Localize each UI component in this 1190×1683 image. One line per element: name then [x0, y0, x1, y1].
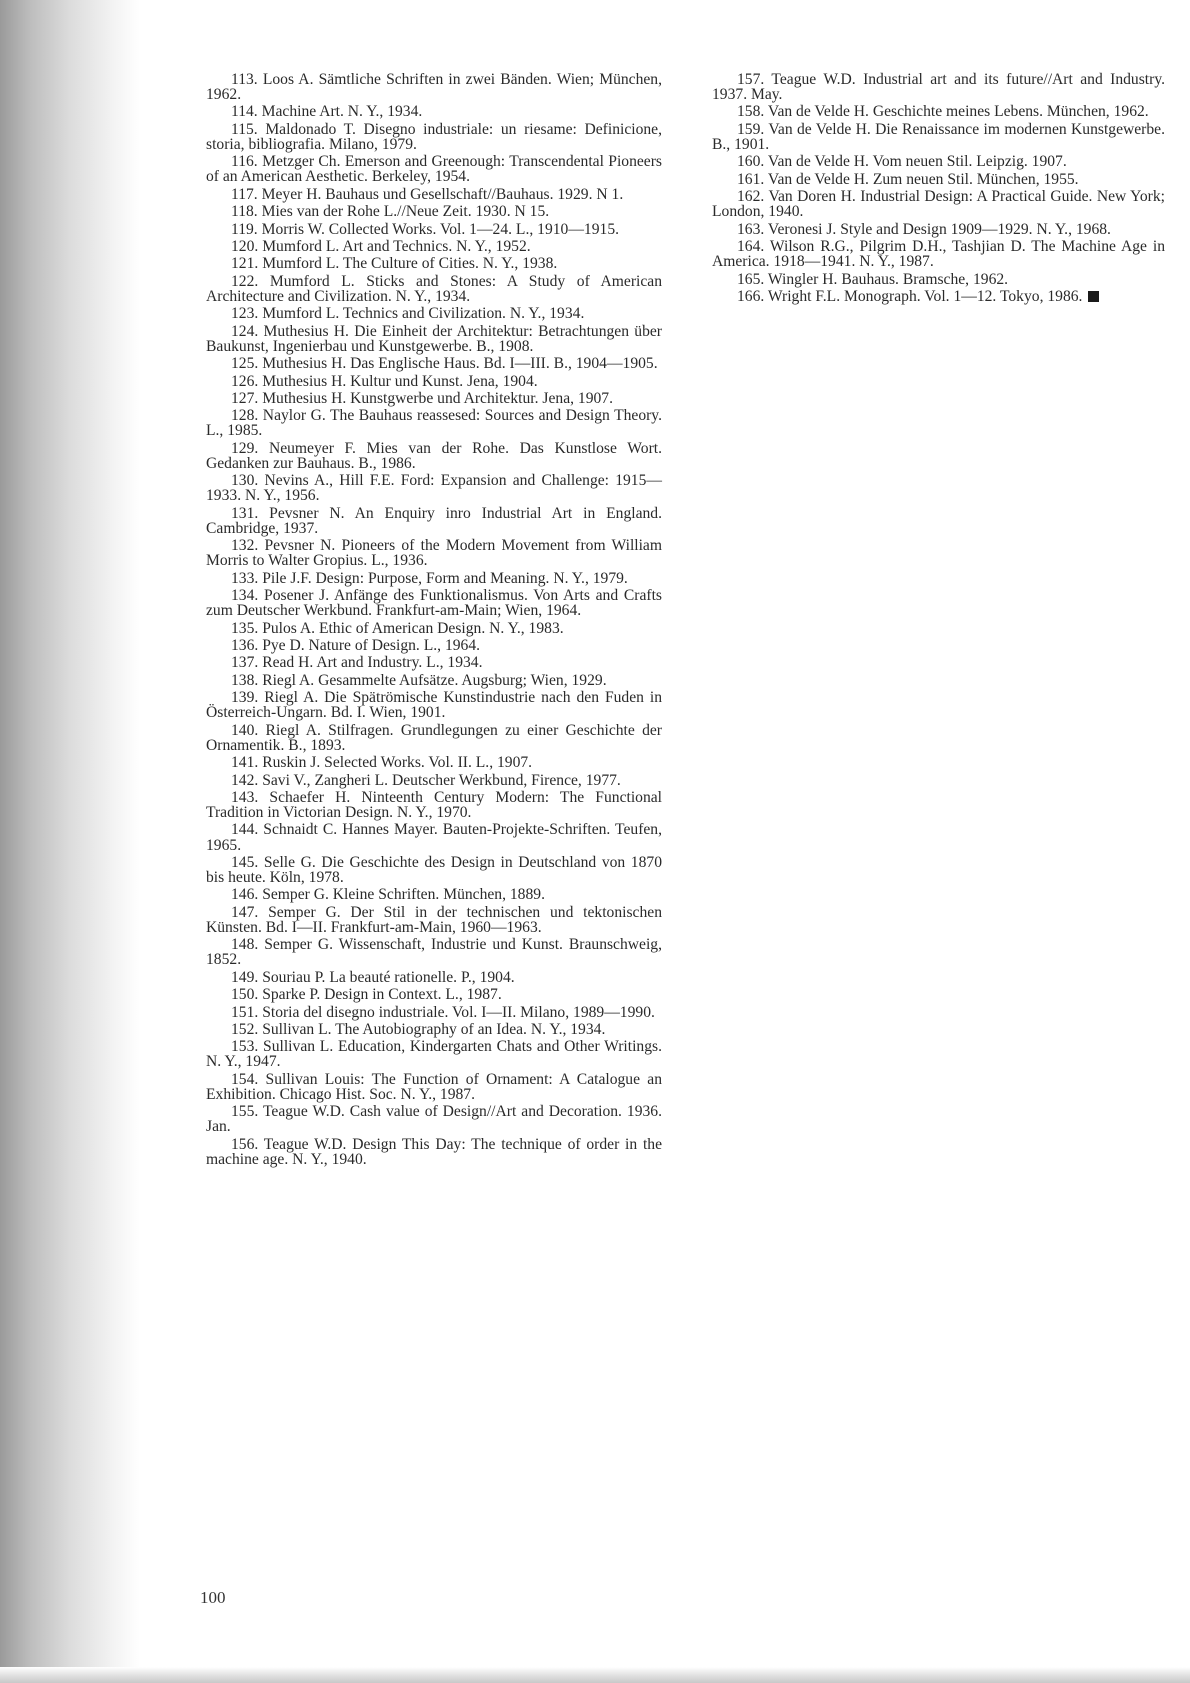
bibliography-entry: 140. Riegl A. Stilfragen. Grundlegungen zu einer Geschichte der Ornamentik. B., 1893.	[206, 721, 662, 754]
bibliography-entry: 162. Van Doren H. Industrial Design: A Practical Guide. New York; London, 1940.	[712, 188, 1165, 221]
bibliography-entry: 153. Sullivan L. Education, Kindergarten Chats and Other Writings. N. Y., 1947.	[206, 1038, 662, 1071]
bibliography-entry: 142. Savi V., Zangheri L. Deutscher Werkbund, Firence, 1977.	[231, 771, 621, 789]
bibliography-entry-text: 166. Wright F.L. Monograph. Vol. 1—12. Tokyo, 1986.	[737, 287, 1083, 305]
bibliography-entry: 122. Mumford L. Sticks and Stones: A Study of American Architecture and Civilization. N. Y., 1934.	[206, 272, 662, 305]
scan-edge-shadow	[0, 1667, 1190, 1683]
bibliography-entry: 120. Mumford L. Art and Technics. N. Y., 1952.	[231, 238, 531, 256]
bibliography-entry: 164. Wilson R.G., Pilgrim D.H., Tashjian D. The Machine Age in America. 1918—1941. N. Y., 1987.	[712, 238, 1165, 271]
bibliography-entry: 159. Van de Velde H. Die Renaissance im modernen Kunstgewerbe. B., 1901.	[712, 120, 1165, 153]
bibliography-entry: 114. Machine Art. N. Y., 1934.	[231, 103, 423, 121]
bibliography-entry: 127. Muthesius H. Kunstgwerbe und Architektur. Jena, 1907.	[231, 389, 614, 407]
bibliography-entry: 165. Wingler H. Bauhaus. Bramsche, 1962.	[737, 270, 1009, 288]
bibliography-entry: 130. Nevins A., Hill F.E. Ford: Expansion and Challenge: 1915—1933. N. Y., 1956.	[206, 472, 662, 505]
bibliography-column-left	[206, 72, 662, 1169]
bibliography-entry: 137. Read H. Art and Industry. L., 1934.	[231, 654, 483, 672]
bibliography-entry: 128. Naylor G. The Bauhaus reassesed: Sources and Design Theory. L., 1985.	[206, 407, 662, 440]
bibliography-entry: 154. Sullivan Louis: The Function of Ornament: A Catalogue an Exhibition. Chicago Hist. Soc. N. Y., 1987.	[206, 1070, 662, 1103]
bibliography-entry: 119. Morris W. Collected Works. Vol. 1—24. L., 1910—1915.	[231, 220, 620, 238]
bibliography-entry: 152. Sullivan L. The Autobiography of an Idea. N. Y., 1934.	[231, 1020, 606, 1038]
bibliography-entry: 161. Van de Velde H. Zum neuen Stil. München, 1955.	[737, 170, 1079, 188]
bibliography-entry: 132. Pevsner N. Pioneers of the Modern Movement from William Morris to Walter Gropius. L., 1936.	[206, 537, 662, 570]
bibliography-entry: 124. Muthesius H. Die Einheit der Architektur: Betrachtungen über Baukunst, Ingenierbau und Kunstgewerbe. B., 1908.	[206, 322, 662, 355]
bibliography-entry: 117. Meyer H. Bauhaus und Gesellschaft//Bauhaus. 1929. N 1.	[231, 185, 624, 203]
bibliography-entry: 123. Mumford L. Technics and Civilization. N. Y., 1934.	[231, 305, 585, 323]
bibliography-entry: 148. Semper G. Wissenschaft, Industrie und Kunst. Braunschweig, 1852.	[206, 936, 662, 969]
bibliography-entry: 113. Loos A. Sämtliche Schriften in zwei Bänden. Wien; München, 1962.	[206, 71, 662, 104]
bibliography-entry: 151. Storia del disegno industriale. Vol. I—II. Milano, 1989—1990.	[231, 1003, 655, 1021]
bibliography-entry-last	[712, 289, 1165, 304]
bibliography-entry: 146. Semper G. Kleine Schriften. München, 1889.	[231, 886, 545, 904]
page-number: 100	[200, 1588, 226, 1607]
bibliography-column-right	[712, 72, 1165, 306]
bibliography-entry: 163. Veronesi J. Style and Design 1909—1929. N. Y., 1968.	[737, 220, 1111, 238]
bibliography-entry: 144. Schnaidt C. Hannes Mayer. Bauten-Projekte-Schriften. Teufen, 1965.	[206, 821, 662, 854]
bibliography-entry: 116. Metzger Ch. Emerson and Greenough: Transcendental Pioneers of an American Aesthetic. Berkeley, 1954.	[206, 153, 662, 186]
bibliography-entry: 125. Muthesius H. Das Englische Haus. Bd. I—III. B., 1904—1905.	[231, 355, 658, 373]
bibliography-entry: 131. Pevsner N. An Enquiry inro Industrial Art in England. Cambridge, 1937.	[206, 504, 662, 537]
bibliography-entry: 160. Van de Velde H. Vom neuen Stil. Leipzig. 1907.	[737, 153, 1067, 171]
bibliography-entry: 149. Souriau P. La beauté rationelle. P., 1904.	[231, 968, 515, 986]
bibliography-entry: 143. Schaefer H. Ninteenth Century Modern: The Functional Tradition in Victorian Design. N. Y., 1970.	[206, 788, 662, 822]
bibliography-entry: 126. Muthesius H. Kultur und Kunst. Jena, 1904.	[231, 372, 538, 390]
bibliography-entry: 155. Teague W.D. Cash value of Design//Art and Decoration. 1936. Jan.	[206, 1103, 662, 1136]
bibliography-entry: 157. Teague W.D. Industrial art and its future//Art and Industry. 1937. May.	[712, 71, 1165, 104]
bibliography-entry: 145. Selle G. Die Geschichte des Design in Deutschland von 1870 bis heute. Köln, 1978.	[206, 853, 662, 886]
bibliography-entry: 133. Pile J.F. Design: Purpose, Form and Meaning. N. Y., 1979.	[231, 569, 628, 587]
bibliography-entry: 150. Sparke P. Design in Context. L., 1987.	[231, 986, 502, 1004]
bibliography-entry: 158. Van de Velde H. Geschichte meines Lebens. München, 1962.	[737, 103, 1149, 121]
bibliography-entry: 121. Mumford L. The Culture of Cities. N. Y., 1938.	[231, 255, 558, 273]
bibliography-entry: 118. Mies van der Rohe L.//Neue Zeit. 1930. N 15.	[231, 203, 550, 221]
bibliography-entry: 138. Riegl A. Gesammelte Aufsätze. Augsburg; Wien, 1929.	[231, 671, 607, 689]
bibliography-entry: 156. Teague W.D. Design This Day: The technique of order in the machine age. N. Y., 1940.	[206, 1135, 662, 1168]
bibliography-entry: 136. Pye D. Nature of Design. L., 1964.	[231, 637, 481, 655]
black-square-icon	[1088, 291, 1099, 302]
binding-shadow	[0, 0, 140, 1683]
bibliography-entry: 139. Riegl A. Die Spätrömische Kunstindustrie nach den Fuden in Österreich-Ungarn. Bd. I. Wien, 1901.	[206, 689, 662, 722]
bibliography-entry: 134. Posener J. Anfänge des Funktionalismus. Von Arts and Crafts zum Deutscher Werkbund. Frankfurt-am-Main; Wien, 1964.	[206, 587, 662, 620]
bibliography-entry: 147. Semper G. Der Stil in der technischen und tektonischen Künsten. Bd. I—II. Frankfurt-am-Main, 1960—1963.	[206, 903, 662, 936]
bibliography-entry: 141. Ruskin J. Selected Works. Vol. II. L., 1907.	[231, 754, 533, 772]
bibliography-entry: 129. Neumeyer F. Mies van der Rohe. Das Kunstlose Wort. Gedanken zur Bauhaus. B., 1986.	[206, 439, 662, 472]
bibliography-entry: 115. Maldonado T. Disegno industriale: un riesame: Definicione, storia, bibliografia. Milano, 1979.	[206, 120, 662, 153]
bibliography-entry: 135. Pulos A. Ethic of American Design. N. Y., 1983.	[231, 619, 564, 637]
